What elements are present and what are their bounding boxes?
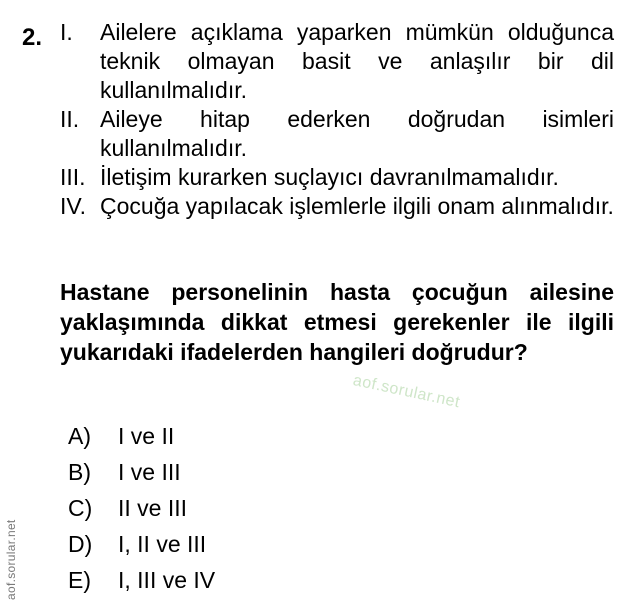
option-c[interactable] [68,490,215,526]
option-text: I ve III [118,459,181,485]
statement-4 [60,192,614,221]
statement-3 [60,163,614,192]
option-letter: B) [68,459,91,485]
statement-roman-numeral: IV. [60,193,87,219]
statement-text: Aileye hitap ederken doğrudan isimleri kullanılmalıdır. [100,106,614,161]
statement-text: Ailelere açıklama yaparken mümkün olduğunca teknik olmayan basit ve anlaşılır bir dil kullanılmalıdır. [100,19,614,103]
statement-text: Çocuğa yapılacak işlemlerle ilgili onam alınmalıdır. [100,193,614,219]
statement-list [60,18,614,221]
question-number: 2. [22,24,43,51]
question-text: Hastane personelinin hasta çocuğun ailesine yaklaşımında dikkat etmesi gerekenler ile ilgili yukarıdaki ifadelerden hangileri doğrudur? [60,279,614,365]
option-a[interactable] [68,418,215,454]
option-letter: D) [68,531,93,557]
option-e[interactable] [68,562,215,598]
option-text: II ve III [118,495,188,521]
statement-roman-numeral: I. [60,19,73,45]
option-b[interactable] [68,454,215,490]
option-text: I ve II [118,423,175,449]
option-letter: A) [68,423,91,449]
watermark-center: aof.sorular.net [351,372,462,412]
statement-2 [60,105,614,163]
option-text: I, III ve IV [118,567,216,593]
statement-text: İletişim kurarken suçlayıcı davranılmamalıdır. [100,164,559,190]
option-text: I, II ve III [118,531,207,557]
option-d[interactable] [68,526,215,562]
answer-options [68,418,215,598]
statement-1 [60,18,614,105]
option-letter: C) [68,495,93,521]
statement-roman-numeral: III. [60,164,86,190]
watermark-side: aof.sorular.net [4,519,18,600]
option-letter: E) [68,567,91,593]
statement-roman-numeral: II. [60,106,80,132]
